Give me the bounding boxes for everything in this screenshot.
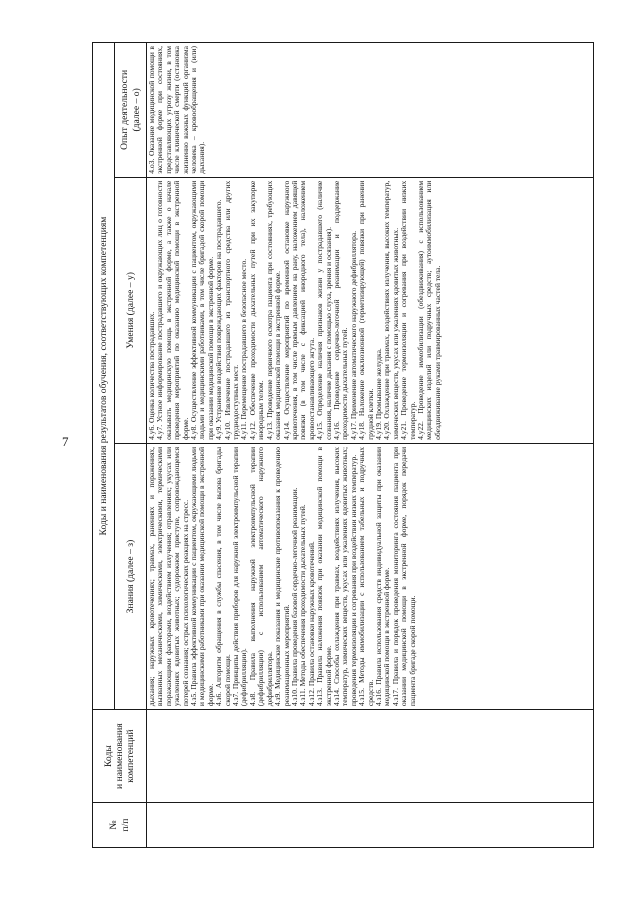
skill-item: 4.у16. Проведение сердечно-легочной реанимации и поддержание проходимости дыхательных путей. <box>331 180 350 440</box>
skill-item: 4.у7. Устное информирование пострадавшего и окружающих лиц о готовности оказывать медицинскую помощь в экстренной форме, а также о начале проведения мероприятий по оказанию медицинской помощи в экстренной форме. <box>155 180 190 440</box>
knowledge-item: 4.з5. Правила эффективной коммуникации с пациентом, окружающими людьми и медицинскими работниками при оказании медицинской помощи в экстренной форме. <box>189 446 215 707</box>
page-number: 7 <box>62 434 69 449</box>
skill-item: 4.у18. Наложение окклюзионной (герметизирующей) повязки при ранении грудной клетки. <box>357 180 375 440</box>
skill-item: 4.у9. Устранение воздействия повреждающих факторов на пострадавшего. <box>214 199 224 440</box>
skill-item: 4.у8. Осуществление эффективной коммуникации с пациентом, окружающими людьми и медицинскими работниками, в том числе бригадой скорой помощи при оказании медицинской помощи в экстренной форме. <box>189 180 215 440</box>
skill-item: 4.у15. Определение наличия признаков жизни у пострадавшего (наличие сознания, наличие дыхания с помощью слуха, зрения и осязания). <box>315 180 333 440</box>
knowledge-item: 4.з13. Правила наложения повязок при оказании медицинской помощи в экстренной форме. <box>315 446 333 707</box>
header-skills: Умения (далее – у) <box>115 177 147 443</box>
knowledge-item: 4.з17. Правила и порядок проведения мониторинга состояния пациента при оказании медицинской помощи в экстренной форме, порядок передачи пациента бригаде скорой помощи. <box>390 446 417 707</box>
knowledge-item: 4.з10. Правила проведения базовой сердечно-легочной реанимации. <box>289 487 299 707</box>
skill-item: 4.у14. Осуществление мероприятий по временной остановке наружного кровотечения, в том числе прямым давлением на рану, наложением давящей повязки (в том числе с фиксацией инородного тела), наложением кровоостанавливающего жгута. <box>281 180 316 440</box>
knowledge-item: 4.з9. Медицинские показания и медицинские противопоказания к проведению реанимационных мероприятий. <box>273 446 291 707</box>
knowledge-item: 4.з15. Методы иммобилизации с использованием табельных и подручных средств. <box>357 446 375 707</box>
skills-cell <box>147 177 594 443</box>
knowledge-item: 4.з8. Правила выполнения наружной электроимпульсной терапии (дефибрилляции) с использованием автоматического наружного дефибриллятора. <box>247 446 274 707</box>
experience-item: 4.о3. Оказание медицинской помощи в экстренной форме при состояниях, представляющих угрозу жизни, в том числе клинической смерти (остановка жизненно важных функций организма человека – кровообращения и (или) дыхания). <box>147 46 207 174</box>
header-competency-codes: Коды и наименования компетенций <box>93 710 147 803</box>
skill-item: 4.у13. Проведение первичного осмотра пациента при состояниях, требующих оказания медицинской помощи в экстренной форме. <box>264 180 283 440</box>
header-knowledge: Знания (далее – з) <box>115 443 147 709</box>
skill-item: 4.у22. Проведение иммобилизации (обездвиживания) с использованием медицинских изделий или подручных средств; аутоиммобилизация или обездвиживание руками травмированных частей тела. <box>416 180 442 440</box>
experience-cell <box>147 43 594 178</box>
header-experience: Опыт деятельности (далее – о) <box>115 43 147 178</box>
knowledge-cell <box>147 443 594 709</box>
skill-item: 4.у19. Промывание желудка. <box>373 348 383 440</box>
skill-item: 4.у10. Извлечение пострадавшего из транспортного средства или других труднодоступных мест. <box>222 180 241 440</box>
header-learning-results: Коды и наименования результатов обучения, соответствующих компетенциям <box>93 43 115 710</box>
skill-item: 4.у17. Применение автоматического наружного дефибриллятора. <box>348 230 358 440</box>
knowledge-item: 4.з11. Методы обеспечения проходимости дыхательных путей. <box>298 504 308 707</box>
skill-item: 4.у20. Охлаждение при травмах, воздействиях излучения, высоких температур, химических веществ, укусах или ужалениях ядовитых животных. <box>382 180 400 440</box>
knowledge-item: 4.з7. Принципы действия приборов для наружной электроимпульсной терапии (дефибрилляции). <box>231 446 249 707</box>
knowledge-item: 4.з16. Правила использования средств индивидуальной защиты при оказании медицинской помощи в экстренной форме. <box>373 446 392 707</box>
rotated-table-container <box>92 42 594 848</box>
knowledge-item: 4.з12. Правила остановки наружных кровотечений. <box>306 541 316 707</box>
skill-item: 4.у12. Обеспечение проходимости дыхательных путей при их закупорке инородным телом. <box>247 180 266 440</box>
row-number-cell <box>147 803 594 848</box>
skill-item: 4.у11. Перемещение пострадавшего в безопасное место. <box>239 258 249 440</box>
header-number: № п/п <box>93 803 147 848</box>
row-codes-cell <box>147 710 594 803</box>
skill-item: 4.у21. Проведение термоизоляции и согревания при воздействии низких температур. <box>399 180 417 440</box>
knowledge-item: 4.з6. Алгоритм обращения в службы спасения, в том числе вызова бригады скорой помощи. <box>214 446 232 707</box>
knowledge-item: 4.з14. Способы охлаждения при травмах, воздействиях излучения, высоких температур, химических веществ, укусах или ужалениях ядовитых животных; проведения термоизоляции и согревания при воздействии низких температур. <box>331 446 358 707</box>
competencies-table <box>92 42 594 848</box>
knowledge-item: дыхания; наружных кровотечениях; травмах, ранениях и поражениях, вызванных механическими, химическими, электрическими, термическими поражающими факторами, воздействием излучения; отравлениях; укусах или ужалениях ядовитых животных; судорожном приступе, сопровождающемся потерей сознания; острых психологических реакциях на стресс. <box>147 446 190 707</box>
skill-item: 4.у6. Оценка количества пострадавших. <box>147 311 156 440</box>
